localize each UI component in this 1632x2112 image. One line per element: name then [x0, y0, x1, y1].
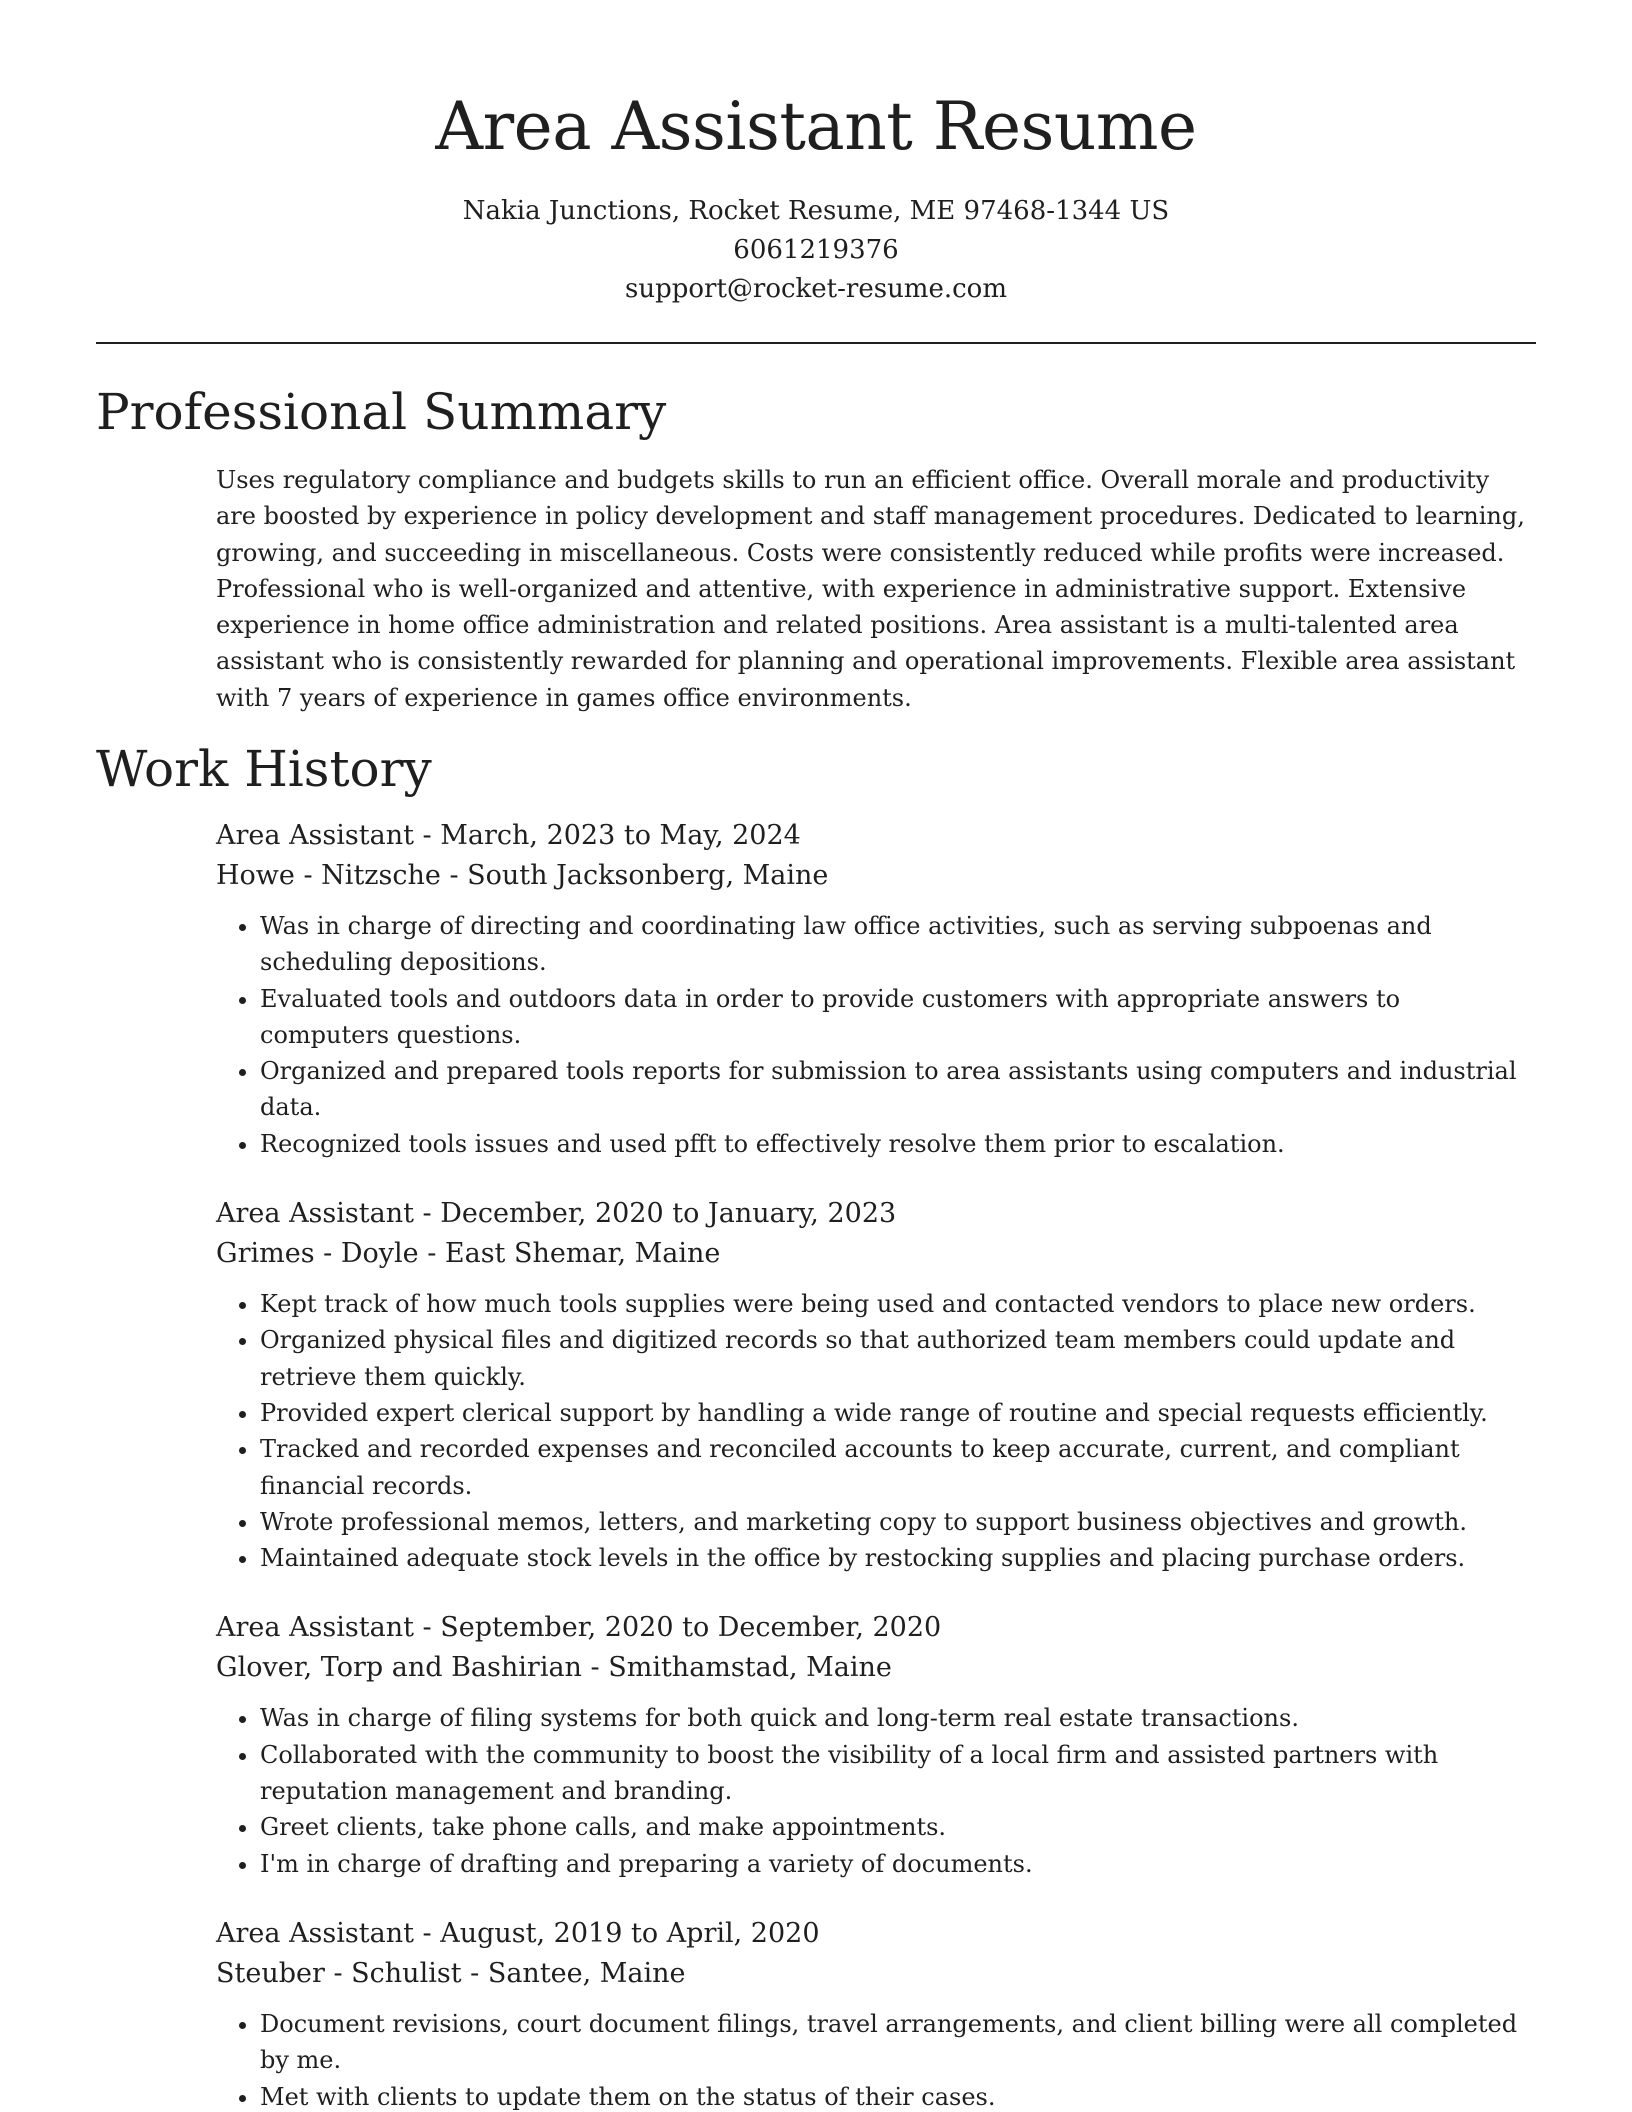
job-company: Howe - Nitzsche: [216, 860, 441, 891]
job-bullet: • Provided expert clerical support by handling a wide range of routine and special requests efficiently.: [260, 1395, 1536, 1431]
job-location: - South Jacksonberg, Maine: [440, 860, 829, 891]
summary-heading: Professional Summary: [96, 383, 667, 441]
job-bullet: • Organized and prepared tools reports for submission to area assistants using computers and industrial data.: [260, 1053, 1536, 1126]
job-bullet: • Wrote professional memos, letters, and marketing copy to support business objectives and growth.: [260, 1504, 1536, 1540]
job-entry: [216, 1914, 1536, 2112]
job-title: Area Assistant: [216, 1917, 414, 1949]
job-entry: [216, 1194, 1536, 1576]
job-bullet: • Document revisions, court document filings, travel arrangements, and client billing were all completed by me.: [260, 2006, 1536, 2079]
job-bullet: • Evaluated tools and outdoors data in order to provide customers with appropriate answers to computers questions.: [260, 981, 1536, 1054]
contact-info: [0, 192, 1632, 309]
phone-line: 6061219376: [733, 235, 899, 265]
work-history-list: [216, 816, 1536, 2112]
job-title: Area Assistant: [216, 1198, 414, 1230]
job-dates: - August, 2019 to April, 2020: [413, 1917, 820, 1949]
work-history-heading: Work History: [96, 740, 432, 798]
job-bullet: • Maintained adequate stock levels in the office by restocking supplies and placing purchase orders.: [260, 1540, 1536, 1576]
job-bullets: [216, 1286, 1536, 1576]
job-location: - East Shemar, Maine: [418, 1238, 721, 1270]
job-company-line: [216, 856, 1536, 896]
email-line: support@rocket-resume.com: [624, 274, 1007, 304]
job-location: - Smithamstad, Maine: [581, 1652, 892, 1684]
job-bullet: • I'm in charge of drafting and preparing a variety of documents.: [260, 1846, 1536, 1882]
job-company: Glover, Torp and Bashirian: [216, 1652, 582, 1684]
job-company: Steuber - Schulist: [216, 1957, 462, 1989]
page-title: Area Assistant Resume: [435, 88, 1197, 165]
job-entry: [216, 1608, 1536, 1881]
job-bullet: • Was in charge of filing systems for both quick and long-term real estate transactions.: [260, 1700, 1536, 1736]
resume-header: [0, 0, 1632, 309]
job-bullets: [216, 908, 1536, 1162]
header-divider: [96, 342, 1536, 344]
summary-text: Uses regulatory compliance and budgets skills to run an efficient office. Overall morale and productivity are boosted by experience in policy development and staff management procedures. Dedicated to learning, growing, and succeeding in miscellaneous. Costs were consistently reduced while profits were increased. Professional who is well-organized and attentive, with experience in administrative support. Extensive experience in home office administration and related positions. Area assistant is a multi-talented area assistant who is consistently rewarded for planning and operational improvements. Flexible area assistant with 7 years of experience in games office environments.: [216, 466, 1525, 712]
job-title-line: [216, 1194, 1536, 1234]
job-bullet: • Was in charge of directing and coordinating law office activities, such as serving subpoenas and scheduling depositions.: [260, 908, 1536, 981]
job-dates: - December, 2020 to January, 2023: [413, 1198, 897, 1230]
job-company: Grimes - Doyle: [216, 1238, 419, 1270]
job-title-line: [216, 1608, 1536, 1648]
job-dates: - March, 2023 to May, 2024: [413, 820, 801, 851]
job-title-line: [216, 1914, 1536, 1954]
address-line: Nakia Junctions, Rocket Resume, ME 97468-1344 US: [462, 196, 1170, 226]
job-bullet: • Greet clients, take phone calls, and make appointments.: [260, 1809, 1536, 1845]
job-entry: [216, 816, 1536, 1162]
job-company-line: [216, 1234, 1536, 1274]
job-title: Area Assistant: [216, 1612, 414, 1644]
job-bullet: • Recognized tools issues and used pfft to effectively resolve them prior to escalation.: [260, 1126, 1536, 1162]
job-bullets: [216, 2006, 1536, 2112]
job-bullet: • Organized physical files and digitized records so that authorized team members could update and retrieve them quickly.: [260, 1322, 1536, 1395]
job-title-line: [216, 816, 1536, 856]
job-bullet: • Met with clients to update them on the status of their cases.: [260, 2079, 1536, 2112]
job-bullet: • Tracked and recorded expenses and reconciled accounts to keep accurate, current, and compliant financial records.: [260, 1431, 1536, 1504]
job-location: - Santee, Maine: [461, 1957, 686, 1989]
job-bullet: • Collaborated with the community to boost the visibility of a local firm and assisted partners with reputation management and branding.: [260, 1737, 1536, 1810]
job-bullets: [216, 1700, 1536, 1881]
job-dates: - September, 2020 to December, 2020: [413, 1612, 942, 1644]
job-title: Area Assistant: [216, 820, 414, 851]
job-bullet: • Kept track of how much tools supplies were being used and contacted vendors to place new orders.: [260, 1286, 1536, 1322]
job-company-line: [216, 1954, 1536, 1994]
job-company-line: [216, 1648, 1536, 1688]
